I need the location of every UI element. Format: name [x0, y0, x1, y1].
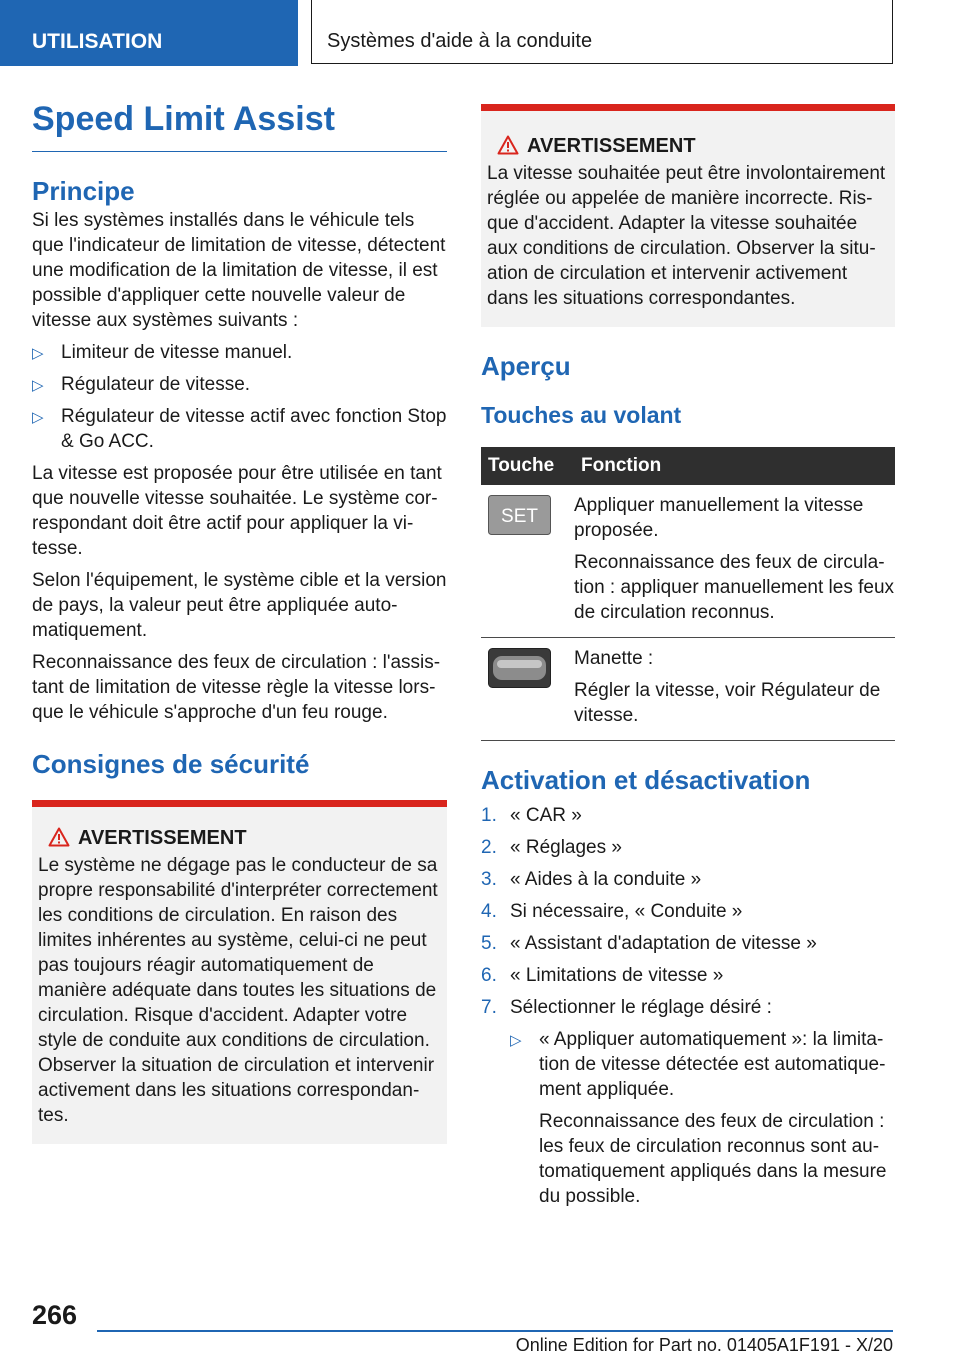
list-item: ▷ Limiteur de vitesse manuel.: [32, 340, 447, 365]
warning-triangle-icon: [497, 135, 519, 155]
table-header-row: [481, 447, 895, 485]
section-title: UTILISATION: [32, 30, 163, 53]
warning-title: AVERTISSEMENT: [487, 133, 887, 159]
list-item: ▷ Régulateur de vitesse actif avec fonction Stop & Go ACC.: [32, 406, 447, 452]
triangle-bullet-icon: ▷: [32, 409, 44, 426]
set-key-label: SET: [501, 506, 538, 527]
chapter-title: Systèmes d'aide à la conduite: [327, 30, 593, 52]
triangle-bullet-icon: ▷: [32, 377, 44, 394]
footer-edition: Online Edition for Part no. 01405A1F191 - X/20: [515, 1335, 893, 1355]
function-text: Appliquer manuellement la vitesse proposée.: [574, 495, 864, 541]
function-text: Manette :: [574, 648, 654, 669]
list-item: 2. « Réglages »: [481, 837, 622, 858]
list-item: 7. Sélectionner le réglage désiré :: [481, 997, 772, 1018]
section-tab: [0, 0, 298, 66]
page-title: Speed Limit Assist: [32, 100, 447, 152]
buttons-table: [481, 447, 895, 741]
table-row: [481, 638, 895, 741]
column-header-function: Fonction: [574, 447, 895, 485]
warning-box: [32, 800, 447, 1144]
list-item: ▷ « Appliquer automatiquement »: la limitation de vitesse détectée est automatiquement appliquée.: [510, 1029, 886, 1100]
warning-triangle-icon: [48, 827, 70, 847]
function-text: Régler la vitesse, voir Régulateur de vitesse.: [574, 680, 881, 726]
list-item: 3. « Aides à la conduite »: [481, 869, 702, 890]
list-item: 6. « Limitations de vitesse »: [481, 965, 724, 986]
principle-heading: Principe: [32, 176, 135, 206]
sub-paragraph: Reconnaissance des feux de circulation : les feux de circulation reconnus sont automatiquement appliqués dans la mesure du possible.: [539, 1111, 887, 1207]
rocker-switch-icon: [488, 648, 551, 688]
wheel-buttons-heading: Touches au volant: [481, 402, 682, 428]
footer-divider: [97, 1330, 893, 1332]
principle-paragraph: Reconnaissance des feux de circulation : l'assistant de limitation de vitesse règle la vitesse lorsque le véhicule s'approche d'un feu rouge.: [32, 652, 441, 723]
principle-intro: Si les systèmes installés dans le véhicule tels que l'indicateur de limitation de vitesse, détectent une modification de la limitation de vitesse, il est possible d'appliquer cette nouvelle valeur de vitesse aux systèmes suivants :: [32, 210, 446, 331]
warning-title: AVERTISSEMENT: [38, 825, 439, 851]
principle-paragraph: Selon l'équipement, le système cible et la version de pays, la valeur peut être appliquée automatiquement.: [32, 570, 447, 641]
table-row: [481, 485, 895, 638]
safety-heading: Consignes de sécurité: [32, 749, 310, 779]
triangle-bullet-icon: ▷: [510, 1032, 522, 1049]
list-item: 1. « CAR »: [481, 805, 582, 826]
list-item: 4. Si nécessaire, « Conduite »: [481, 901, 743, 922]
chapter-tab: [311, 0, 893, 64]
set-button-icon: [488, 495, 551, 535]
warning-box: [481, 104, 895, 327]
function-text: Reconnaissance des feux de circulation : appliquer manuellement les feux de circulation reconnus.: [574, 552, 895, 623]
left-column: [32, 100, 447, 1144]
principle-paragraph: La vitesse est proposée pour être utilisée en tant que nouvelle vitesse souhaitée. Le système correspondant doit être actif pour appliquer la vitesse.: [32, 463, 442, 559]
triangle-bullet-icon: ▷: [32, 345, 44, 362]
page-number: 266: [32, 1300, 78, 1330]
warning-text: La vitesse souhaitée peut être involontairement réglée ou appelée de manière incorrecte. Risque d'accident. Adapter la vitesse souhaitée aux conditions de circulation. Observer la situation de circulation et intervenir activement dans les situations correspondantes.: [487, 163, 886, 309]
column-header-key: Touche: [481, 447, 574, 485]
warning-text: Le système ne dégage pas le conducteur de sa propre responsabilité d'interpréter correctement les conditions de circulation. En raison des limites inhérentes au système, celui-ci ne peut pas toujours réagir automatiquement de manière adéquate dans toutes les situations de circulation. Risque d'accident. Adapter votre style de conduite aux conditions de circulation. Observer la situation de circulation et intervenir activement dans les situations correspondantes.: [38, 855, 438, 1126]
list-item: ▷ Régulateur de vitesse.: [32, 372, 447, 397]
right-column: [481, 104, 895, 1209]
activation-heading: Activation et désactivation: [481, 765, 811, 795]
overview-heading: Aperçu: [481, 351, 571, 381]
list-item: 5. « Assistant d'adaptation de vitesse »: [481, 933, 817, 954]
